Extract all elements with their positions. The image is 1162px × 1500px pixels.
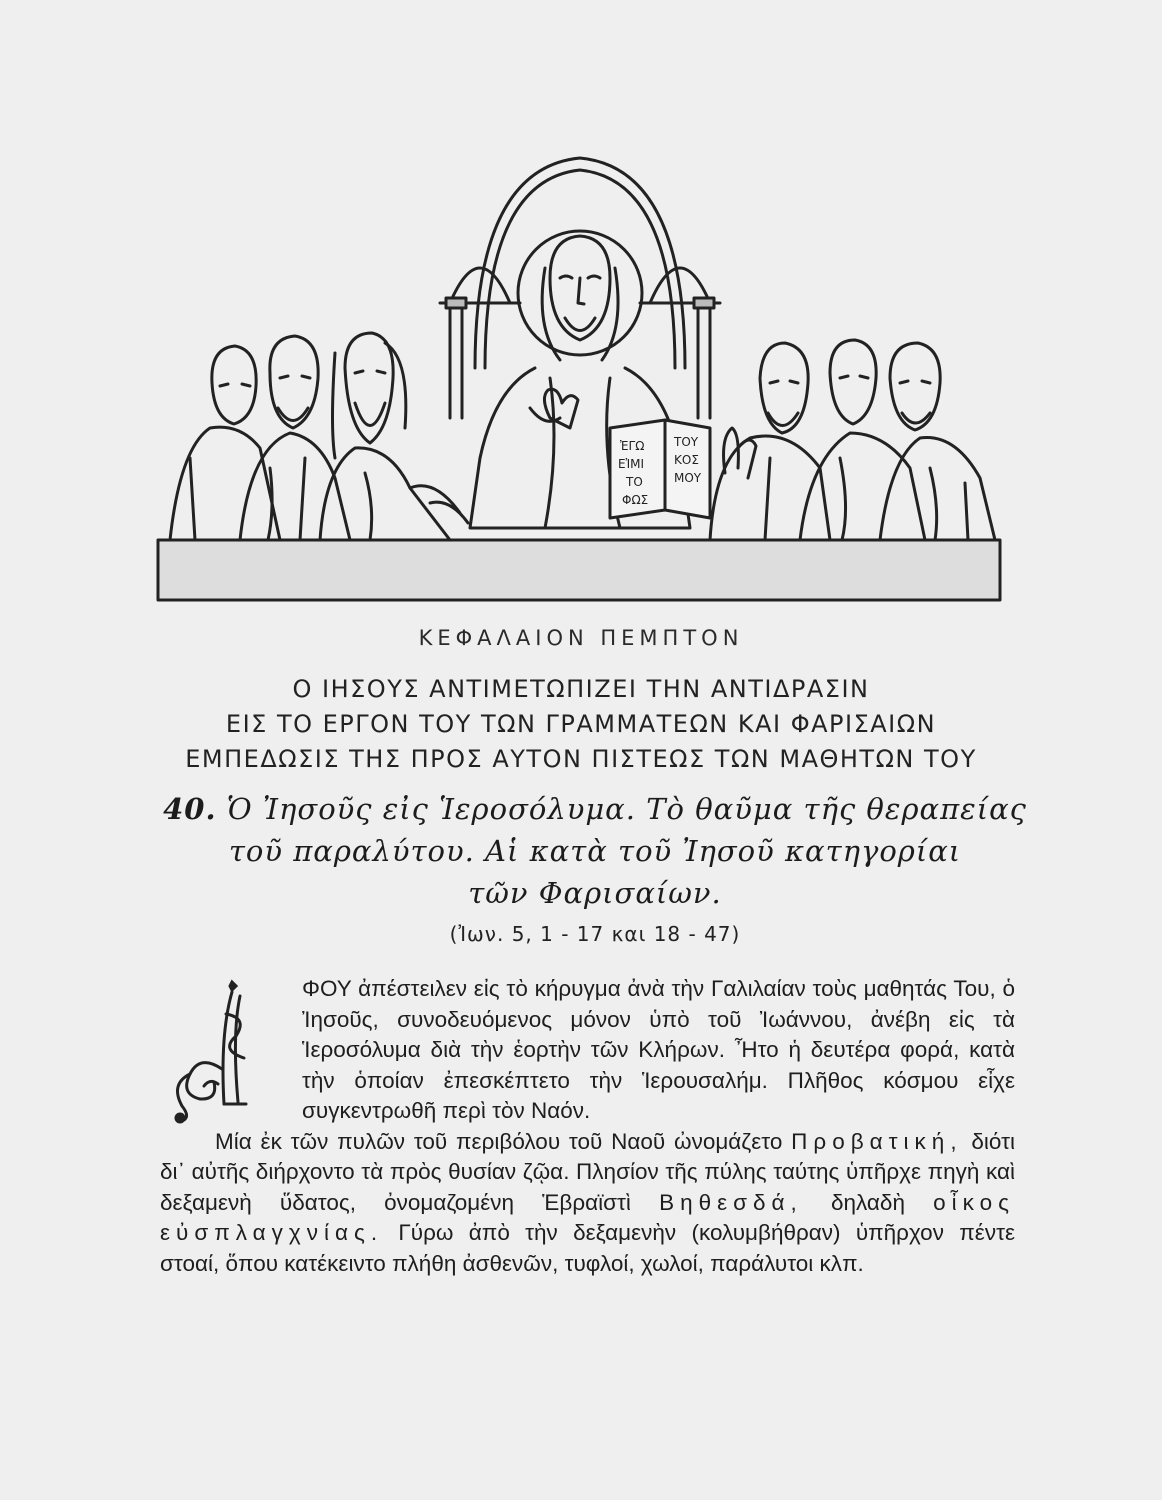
section-title xyxy=(160,788,1030,952)
ornamental-initial-alpha xyxy=(160,974,288,1124)
paragraph-2 xyxy=(160,1127,1015,1280)
chapter-heading xyxy=(0,672,1162,777)
section-title-line-2: τοῦ παραλύτου. Αἱ κατὰ τοῦ Ἰησοῦ κατηγορίαι xyxy=(228,834,962,868)
body-text xyxy=(160,974,1015,1279)
heading-line-2: ΕΙΣ ΤΟ ΕΡΓΟΝ ΤΟΥ ΤΩΝ ΓΡΑΜΜΑΤΕΩΝ ΚΑΙ ΦΑΡΙΣΑΙΩΝ xyxy=(225,710,937,738)
term-house-of-mercy: οἶκος εὐσπλαγχνίας. xyxy=(160,1189,1015,1245)
paragraph-2-part-d: Γύρω ἀπὸ τὴν δεξαμενὴν (κολυμβήθραν) ὑπῆρχον πέντε στοαί, ὅπου κατέκειντο πλήθη ἀσθενῶν, τυφλοί, χωλοί, παράλυτοι κλπ. xyxy=(160,1220,1015,1276)
christ-with-disciples-illustration xyxy=(150,128,1010,608)
term-bethesda: Βηθεσδά, xyxy=(659,1189,803,1215)
scripture-reference: (Ἰων. 5, 1 - 17 και 18 - 47) xyxy=(449,922,741,946)
chapter-label: ΚΕΦΑΛΑΙΟΝ ΠΕΜΠΤΟΝ xyxy=(418,626,744,650)
paragraph-2-part-c: δηλαδὴ xyxy=(830,1189,905,1215)
section-title-line-3: τῶν Φαρισαίων. xyxy=(468,876,722,910)
book-left-line-3: ΤΟ xyxy=(626,475,643,489)
heading-line-3: ΕΜΠΕΔΩΣΙΣ ΤΗΣ ΠΡΟΣ ΑΥΤΟΝ ΠΙΣΤΕΩΣ ΤΩΝ ΜΑΘΗΤΩΝ ΤΟΥ xyxy=(185,745,977,773)
section-title-text-1: Ὁ Ἰησοῦς εἰς Ἱεροσόλυμα. Τὸ θαῦμα τῆς θεραπείας xyxy=(226,792,1027,826)
book-left-line-2: ΕἸΜΙ xyxy=(618,457,645,471)
paragraph-2-part-a: Μία ἐκ τῶν πυλῶν τοῦ περιβόλου τοῦ Ναοῦ ὠνομάζετο xyxy=(215,1128,783,1154)
section-title-line-1 xyxy=(160,788,1030,830)
book-left-line-4: ΦΩΣ xyxy=(622,493,649,507)
section-number: 40. xyxy=(163,792,217,826)
book-right-line-3: ΜΟΥ xyxy=(674,471,702,485)
book-left-line-1: ἘΓΩ xyxy=(620,439,645,453)
term-probatike: Προβατική, xyxy=(791,1128,963,1154)
paragraph-1: ΦΟΥ ἀπέστειλεν εἰς τὸ κήρυγμα ἀνὰ τὴν Γαλιλαίαν τοὺς μαθητάς Του, ὁ Ἰησοῦς, συνοδευόμενος μόνον ὑπὸ τοῦ Ἰωάννου, ἀνέβη εἰς τὰ Ἱεροσόλυμα διὰ τὴν ἑορτὴν τῶν Κλήρων. Ἦτο ἡ δευτέρα φορά, κατὰ τὴν ὁποίαν ἐπεσκέπτετο τὴν Ἱερουσαλήμ. Πλῆθος κόσμου εἶχε συγκεντρωθῆ περὶ τὸν Ναόν. xyxy=(302,976,1015,1123)
book-right-line-1: ΤΟΥ xyxy=(674,435,699,449)
paragraph-2-part-b: διότι δι᾽ αὐτῆς διήρχοντο τὰ πρὸς θυσίαν ζῷα. Πλησίον τῆς πύλης ταύτης ὑπῆρχε πηγὴ καὶ δεξαμενὴ ὕδατος, ὀνομαζομένη Ἑβραϊστὶ xyxy=(160,1128,1015,1215)
heading-line-1: Ο ΙΗΣΟΥΣ ΑΝΤΙΜΕΤΩΠΙΖΕΙ ΤΗΝ ΑΝΤΙΔΡΑΣΙΝ xyxy=(292,675,870,703)
book-right-line-2: ΚΟΣ xyxy=(674,453,699,467)
